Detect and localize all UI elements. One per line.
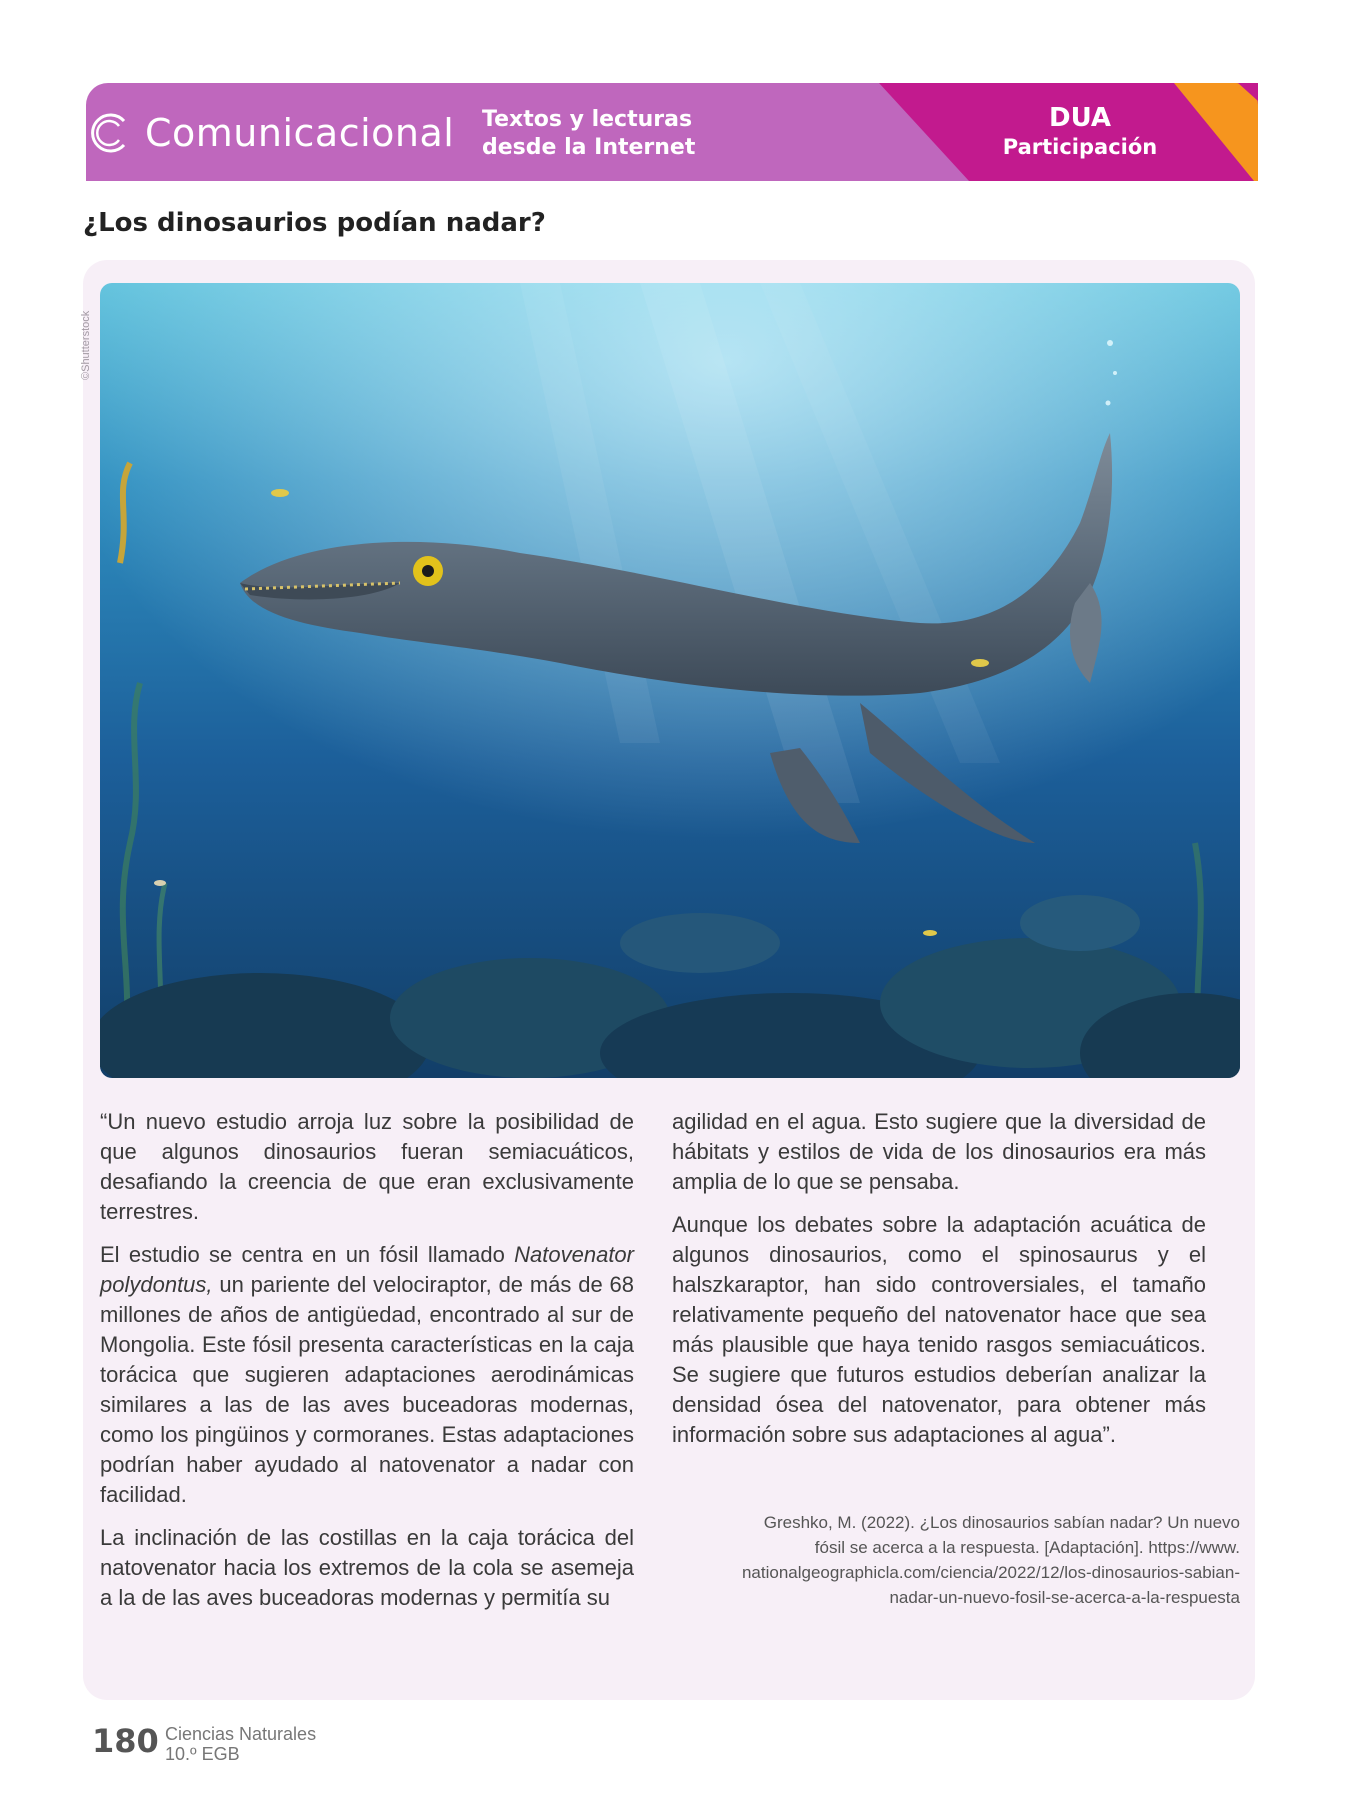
dua-title: DUA [1048,103,1112,133]
article-paragraph [100,1240,634,1510]
section-title-line2: desde la Internet [482,135,696,160]
article-column-left [100,1107,634,1626]
article-paragraph: Aunque los debates sobre la adaptación acuática de algunos dinosaurios, como el spinosaurus y el halszkaraptor, han sido controversiales, el tamaño relativamente pequeño del natovenator hace que sea más plausible que haya tenido rasgos semiacuáticos. Se sugiere que futuros estudios deberían analizar la densidad ósea del natovenator, para obtener más información sobre sus adaptaciones al agua”. [672,1212,1206,1447]
citation-line: nationalgeographicla.com/ciencia/2022/12/los-dinosaurios-sabian- [741,1563,1240,1582]
citation-line: nadar-un-nuevo-fosil-se-acerca-a-la-respuesta [889,1588,1240,1607]
citation-line: fósil se acerca a la respuesta. [Adaptación]. https://www. [814,1538,1240,1557]
image-credit: ©Shutterstock [80,310,92,380]
article-paragraph: agilidad en el agua. Esto sugiere que la diversidad de hábitats y estilos de vida de los dinosaurios era más amplia de lo que se pensaba. [672,1109,1206,1194]
dua-subtitle: Participación [1002,135,1158,159]
citation-line: Greshko, M. (2022). ¿Los dinosaurios sabían nadar? Un nuevo [763,1513,1240,1532]
footer-grade: 10.º EGB [165,1744,240,1764]
section-title-line1: Textos y lecturas [482,107,693,132]
species-name: Natovenator polydontus, [100,1242,634,1297]
article-paragraph: La inclinación de las costillas en la caja torácica del natovenator hacia los extremos de la cola se asemeja a la de las aves buceadoras modernas y permitía su [100,1525,634,1610]
subject-title: Comunicacional [145,111,455,155]
page-title: ¿Los dinosaurios podían nadar? [83,208,546,238]
paragraph-text: El estudio se centra en un fósil llamado [100,1242,515,1267]
illustration-underwater-reptile [100,283,1240,1078]
paragraph-text: un pariente del velociraptor, de más de 68 millones de años de antigüedad, encontrado al sur de Mongolia. Este fósil presenta características en la caja torácica que sugieren adaptaciones aerodinámicas similares a las de las aves buceadoras modernas, como los pingüinos y cormoranes. Estas adaptaciones podrían haber ayudado al natovenator a nadar con facilidad. [100,1272,634,1507]
citation [672,1510,1240,1610]
c-letter-icon [88,111,132,155]
article-paragraph: “Un nuevo estudio arroja luz sobre la posibilidad de que algunos dinosaurios fueran semiacuáticos, desafiando la creencia de que eran exclusivamente terrestres. [100,1109,634,1224]
section-title [482,106,712,162]
article-column-right [672,1107,1206,1463]
footer-subject: Ciencias Naturales [165,1724,317,1744]
footer-info [165,1724,316,1764]
dua-label [965,103,1195,161]
page-number: 180 [92,1722,159,1760]
